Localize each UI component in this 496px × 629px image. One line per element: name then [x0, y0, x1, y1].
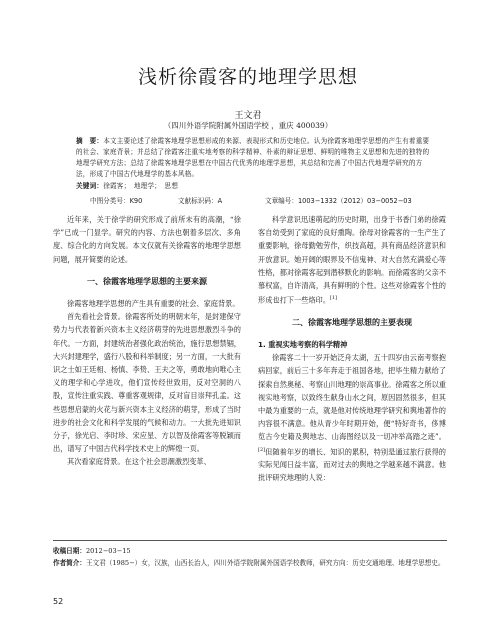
document-code: 文献标识码：A — [178, 197, 223, 205]
article-id: 文章编号：1003−1332（2012）03−0052−03 — [265, 197, 412, 205]
author-affiliation: （四川外语学院附属外国语学校 ，重庆 400039） — [163, 121, 333, 130]
citation-ref: [1] — [329, 295, 337, 302]
author-name: 王文君 — [234, 111, 262, 121]
abstract-text: 本文主要论述了徐霞客地理学思想形成的来源、表现形式和历史地位。认为徐霞客地理学思想的产生有着重要的社会、家庭背景；并总结了徐霞客注重实地考察的科学精神、朴素的辩证思想、鲜明的唯物主义思想和先进的独特的地理学研究方法；总结了徐霞客地理学思想在中国古代优秀的地理学思想，其总结和完善了中国古代地理学研究的方法，形成了中国古代地理学的基本风格。 — [76, 137, 430, 178]
left-column — [53, 213, 241, 469]
subsection-heading: 1. 重视实地考察的科学精神 — [258, 340, 348, 350]
paper-title: 浅析徐霞客的地理学思想 — [137, 66, 358, 88]
body-paragraph: 首先看社会背景。徐霞客所处的明朝末年，是封建保守势力与代表着新兴资本主义经济萌芽的先进思想激烈斗争的年代。一方面，封建统治者强化政治统治，施行思想禁锢，大兴封建理学，盛行八股和科举制度；另一方面，一大批有识之士如王廷相、杨慎、李贽、王夫之等，勇敢地向唯心主义的理学和心学进攻，他们宣传经世致用，反对空洞的八股，宣传注重实践、尊重客观规律，反对盲目崇拜孔孟。这些思想启蒙的火花与新兴资本主义经济的萌芽，形成了当时进步的社会文化和科学发展的气候和动力。一大批先进知识分子，徐光启、李时珍、宋应星、方以智及徐霞客等脱颖而出，谱写了中国古代科学技术史上的辉煌一页。 — [53, 312, 241, 454]
page-number: 52 — [53, 597, 64, 606]
section-heading-sources: 一、徐霞客地理学思想的主要来源 — [87, 276, 207, 286]
keywords-label: 关键词： — [76, 182, 104, 190]
body-paragraph: 徐霞客地理学思想的产生具有重要的社会、家庭背景。 — [67, 299, 240, 309]
abstract-label: 摘 要： — [76, 137, 104, 145]
body-paragraph: 徐霞客二十一岁开始泛舟太湖，五十四岁由云南考察抱病回家，前后三十多年奔走于祖国各地，把毕生精力献给了探索自然奥秘、考察山川地理的崇高事业。徐霞客之所以重视实地考察，以致终生献身山水之间，原因固然很多，但其中最为重要的一点，就是他对传统地理学研究和舆地著作的内容很不满意。他从青少年时期开始，便“特好奇书，侈博览古今史籍及舆地志、山海图经以及一切冲举高踏之迹”。[2]但随着年岁的增长、知识的累积，特别是通过旅行获得的实际见闻日益丰富，而对过去的舆地之学越来越不满意。他批评研究地理的人说： — [258, 353, 446, 483]
classification-number: 中图分类号：K90 — [90, 197, 143, 205]
right-column — [258, 213, 446, 485]
abstract-block — [76, 136, 432, 192]
section-heading-expressions: 二、徐霞客地理学思想的主要表现 — [292, 317, 412, 327]
footnote-received: 收稿日期：2012−03−15 — [53, 547, 131, 555]
body-paragraph: 科学意识迅速萌起的历史时期，出身于书香门弟的徐霞客自幼受到了家庭的良好熏陶。徐母对徐霞客的一生产生了重要影响，徐母勤勉劳作，织技高超，具有商品经济意识和开放意识。她开阔的眼界及不信鬼神、对大自然充满爱心等性格，都对徐霞客起到潜移默化的影响。而徐霞客的父亲不慕权富，自许清高，具有鲜明的个性。这些对徐霞客个性的形成也打下一些烙印。[1] — [258, 215, 446, 305]
citation-ref: [2] — [258, 446, 266, 453]
keywords-text: 徐霞客； 地理学； 思想 — [103, 182, 179, 190]
footnote-divider — [53, 540, 447, 541]
keywords-row — [76, 181, 432, 192]
footnote-author-bio: 作者简介：王文君（1985−）女，汉族，山西长治人，四川外语学院附属外国语学校教师，研究方向：历史交通地理、地理学思想史。 — [53, 559, 445, 567]
body-paragraph: 其次看家庭背景。在这个社会思潮激烈变革、 — [67, 457, 211, 467]
intro-paragraph: 近年来，关于徐学的研究形成了前所未有的高潮，“徐学”已成一门显学。研究的内容、方法也朝着多层次、多角度、综合化的方向发展。本文仅就有关徐霞客的地理学思想问题，展开简要的论述。 — [53, 215, 241, 264]
